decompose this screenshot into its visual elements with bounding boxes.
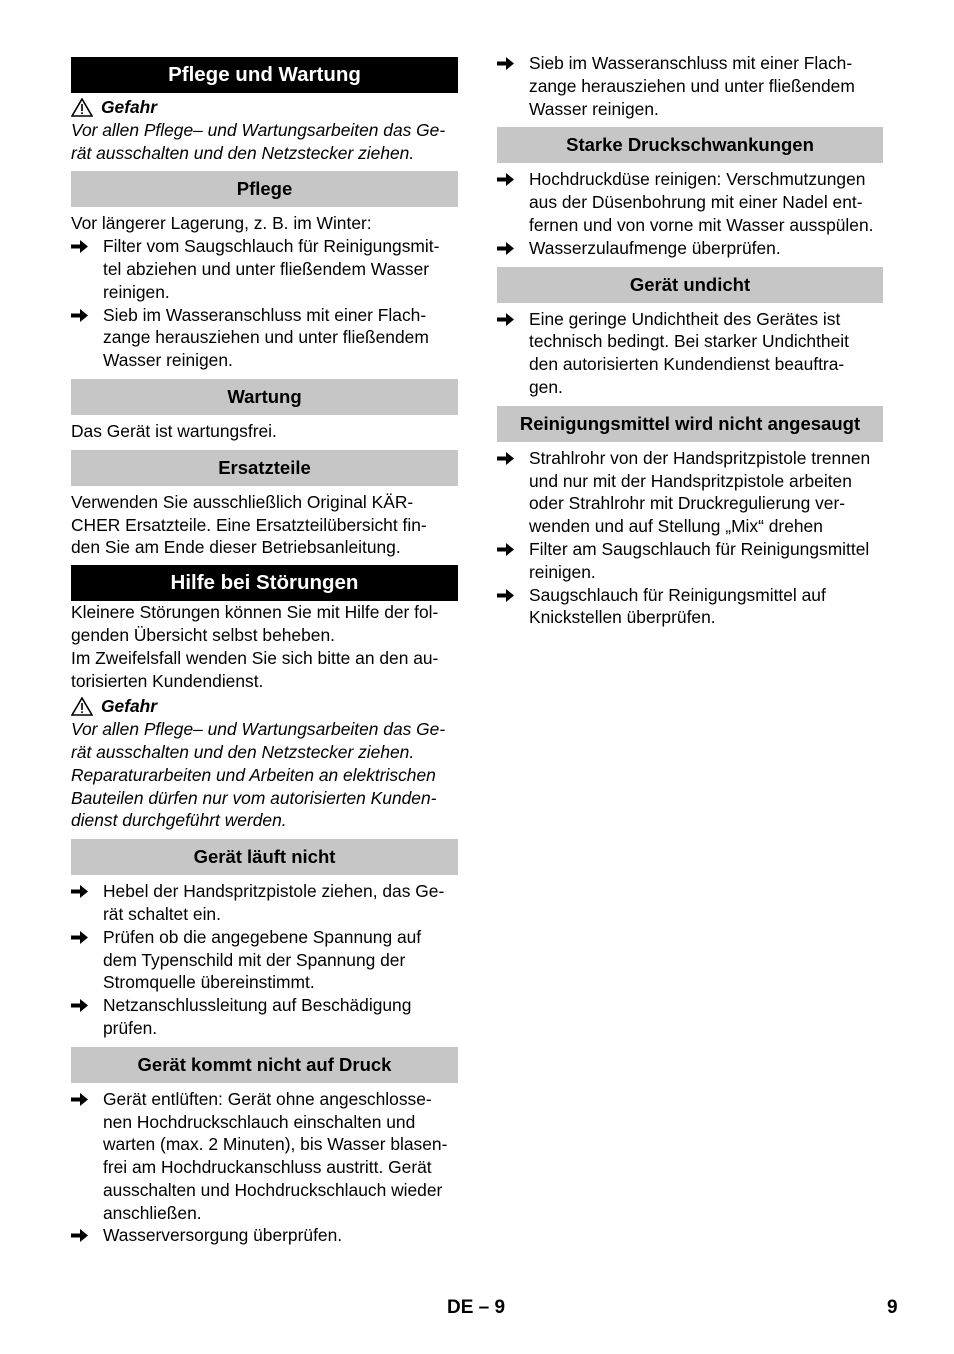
line: Netzanschlussleitung auf Beschädigung (103, 995, 412, 1016)
warning-line: Bauteilen dürfen nur vom autorisierten Kunden- (71, 787, 437, 808)
list-item (497, 584, 883, 630)
line: Filter am Saugschlauch für Reinigungsmittel (529, 538, 870, 559)
warning-line: rät ausschalten und den Netzstecker ziehen. (71, 741, 415, 762)
list-item (497, 447, 883, 538)
line: wenden und auf Stellung „Mix“ drehen (529, 516, 823, 537)
list-item (71, 235, 458, 303)
line: Strahlrohr von der Handspritzpistole trennen (529, 447, 871, 468)
arrow-right-icon (71, 1092, 89, 1107)
hilfe-intro-line: Kleinere Störungen können Sie mit Hilfe der fol- (71, 602, 439, 623)
list-item (497, 52, 883, 120)
undicht-list (497, 308, 883, 399)
arrow-right-icon (497, 451, 515, 466)
subsection-heading-pflege: Pflege (71, 171, 458, 207)
line: technisch bedingt. Bei starker Undichtheit (529, 331, 849, 352)
line: Wasserzulaufmenge überprüfen. (529, 237, 781, 258)
line: aus der Düsenbohrung mit einer Nadel ent- (529, 192, 863, 213)
list-item (71, 994, 458, 1040)
line: oder Strahlrohr mit Druckregulierung ver- (529, 493, 846, 514)
list-item (497, 538, 883, 584)
warning-title (71, 96, 458, 119)
arrow-right-icon (71, 1228, 89, 1243)
warning-triangle-icon (71, 98, 93, 117)
left-column (71, 57, 458, 1247)
continued-list (497, 52, 883, 120)
right-column (497, 52, 883, 629)
ersatzteile-line: CHER Ersatzteile. Eine Ersatzteilübersicht fin- (71, 514, 427, 535)
arrow-right-icon (497, 56, 515, 71)
warning-triangle-icon (71, 697, 93, 716)
arrow-right-icon (497, 312, 515, 327)
footer-page-number: 9 (887, 1297, 898, 1318)
line: zange herausziehen und unter fließendem (529, 75, 855, 96)
line: warten (max. 2 Minuten), bis Wasser blasen- (103, 1134, 448, 1155)
line: prüfen. (103, 1017, 158, 1038)
line: Wasser reinigen. (529, 98, 659, 119)
arrow-right-icon (71, 239, 89, 254)
line: anschließen. (103, 1202, 202, 1223)
line: Wasser reinigen. (103, 350, 233, 371)
subsection-heading-wartung: Wartung (71, 379, 458, 415)
line: und nur mit der Handspritzpistole arbeiten (529, 470, 852, 491)
line: fernen und von vorne mit Wasser ausspülen. (529, 214, 874, 235)
section-title-hilfe: Hilfe bei Störungen (71, 565, 458, 601)
line: Hebel der Handspritzpistole ziehen, das Ge- (103, 881, 445, 902)
list-item (497, 308, 883, 399)
warning-label: Gefahr (101, 696, 158, 717)
line: Hochdruckdüse reinigen: Verschmutzungen (529, 169, 866, 190)
subsection-heading-druckschwankungen: Starke Druckschwankungen (497, 127, 883, 163)
line: Prüfen ob die angegebene Spannung auf (103, 926, 422, 947)
arrow-right-icon (71, 308, 89, 323)
laeuft-nicht-list (71, 880, 458, 1040)
warning-line: Reparaturarbeiten und Arbeiten an elektrischen (71, 764, 436, 785)
list-item (71, 880, 458, 926)
hilfe-intro-line: genden Übersicht selbst beheben. (71, 624, 335, 645)
line: Saugschlauch für Reinigungsmittel auf (529, 584, 826, 605)
arrow-right-icon (71, 930, 89, 945)
list-item (71, 1224, 458, 1247)
subsection-heading-reinigungsmittel: Reinigungsmittel wird nicht angesaugt (497, 406, 883, 442)
warning-block (71, 695, 458, 832)
line: Wasserversorgung überprüfen. (103, 1225, 343, 1246)
warning-label: Gefahr (101, 97, 158, 117)
warning-line: Vor allen Pflege– und Wartungsarbeiten das Ge- (71, 719, 446, 740)
line: Stromquelle übereinstimmt. (103, 972, 315, 993)
subsection-heading-kein-druck: Gerät kommt nicht auf Druck (71, 1047, 458, 1083)
line: gen. (529, 376, 563, 397)
list-item (497, 168, 883, 236)
line: reinigen. (103, 281, 170, 302)
subsection-heading-geraet-laeuft-nicht: Gerät läuft nicht (71, 839, 458, 875)
arrow-right-icon (497, 172, 515, 187)
arrow-right-icon (497, 241, 515, 256)
line: Gerät entlüften: Gerät ohne angeschlosse- (103, 1088, 432, 1109)
kein-druck-list (71, 1088, 458, 1248)
wartung-text: Das Gerät ist wartungsfrei. (71, 420, 277, 441)
line: dem Typenschild mit der Spannung der (103, 949, 406, 970)
line: Filter vom Saugschlauch für Reinigungsmit- (103, 236, 440, 257)
footer-section-label: DE – 9 (447, 1297, 506, 1318)
line: Eine geringe Undichtheit des Gerätes ist (529, 308, 841, 329)
ersatzteile-line: den Sie am Ende dieser Betriebsanleitung. (71, 537, 401, 558)
list-item (71, 1088, 458, 1225)
warning-title (71, 695, 458, 718)
hilfe-intro-line: torisierten Kundendienst. (71, 670, 264, 691)
line: Sieb im Wasseranschluss mit einer Flach- (103, 304, 427, 325)
line: zange herausziehen und unter fließendem (103, 327, 429, 348)
arrow-right-icon (497, 588, 515, 603)
line: Sieb im Wasseranschluss mit einer Flach- (529, 53, 853, 73)
line: reinigen. (529, 561, 596, 582)
list-item (71, 926, 458, 994)
line: nen Hochdruckschlauch einschalten und (103, 1111, 416, 1132)
list-item (71, 304, 458, 372)
line: Knickstellen überprüfen. (529, 607, 716, 628)
warning-line: dienst durchgeführt werden. (71, 810, 287, 831)
reinigungsmittel-list (497, 447, 883, 629)
ersatzteile-line: Verwenden Sie ausschließlich Original KÄR- (71, 491, 414, 512)
line: rät schaltet ein. (103, 903, 221, 924)
line: ausschalten und Hochdruckschlauch wieder (103, 1179, 443, 1200)
line: den autorisierten Kundendienst beauftra- (529, 354, 845, 375)
subsection-heading-geraet-undicht: Gerät undicht (497, 267, 883, 303)
subsection-heading-ersatzteile: Ersatzteile (71, 450, 458, 486)
pflege-intro: Vor längerer Lagerung, z. B. im Winter: (71, 213, 372, 234)
warning-line: Vor allen Pflege– und Wartungsarbeiten das Ge- (71, 119, 446, 140)
line: tel abziehen und unter fließendem Wasser (103, 258, 430, 279)
section-title-pflege-wartung: Pflege und Wartung (71, 57, 458, 93)
arrow-right-icon (497, 542, 515, 557)
arrow-right-icon (71, 998, 89, 1013)
warning-line: rät ausschalten und den Netzstecker ziehen. (71, 142, 415, 163)
warning-block (71, 96, 458, 164)
hilfe-intro-line: Im Zweifelsfall wenden Sie sich bitte an den au- (71, 647, 439, 668)
druckschwankungen-list (497, 168, 883, 259)
line: frei am Hochdruckanschluss austritt. Gerät (103, 1157, 432, 1178)
arrow-right-icon (71, 884, 89, 899)
list-item (497, 237, 883, 260)
pflege-list (71, 235, 458, 372)
